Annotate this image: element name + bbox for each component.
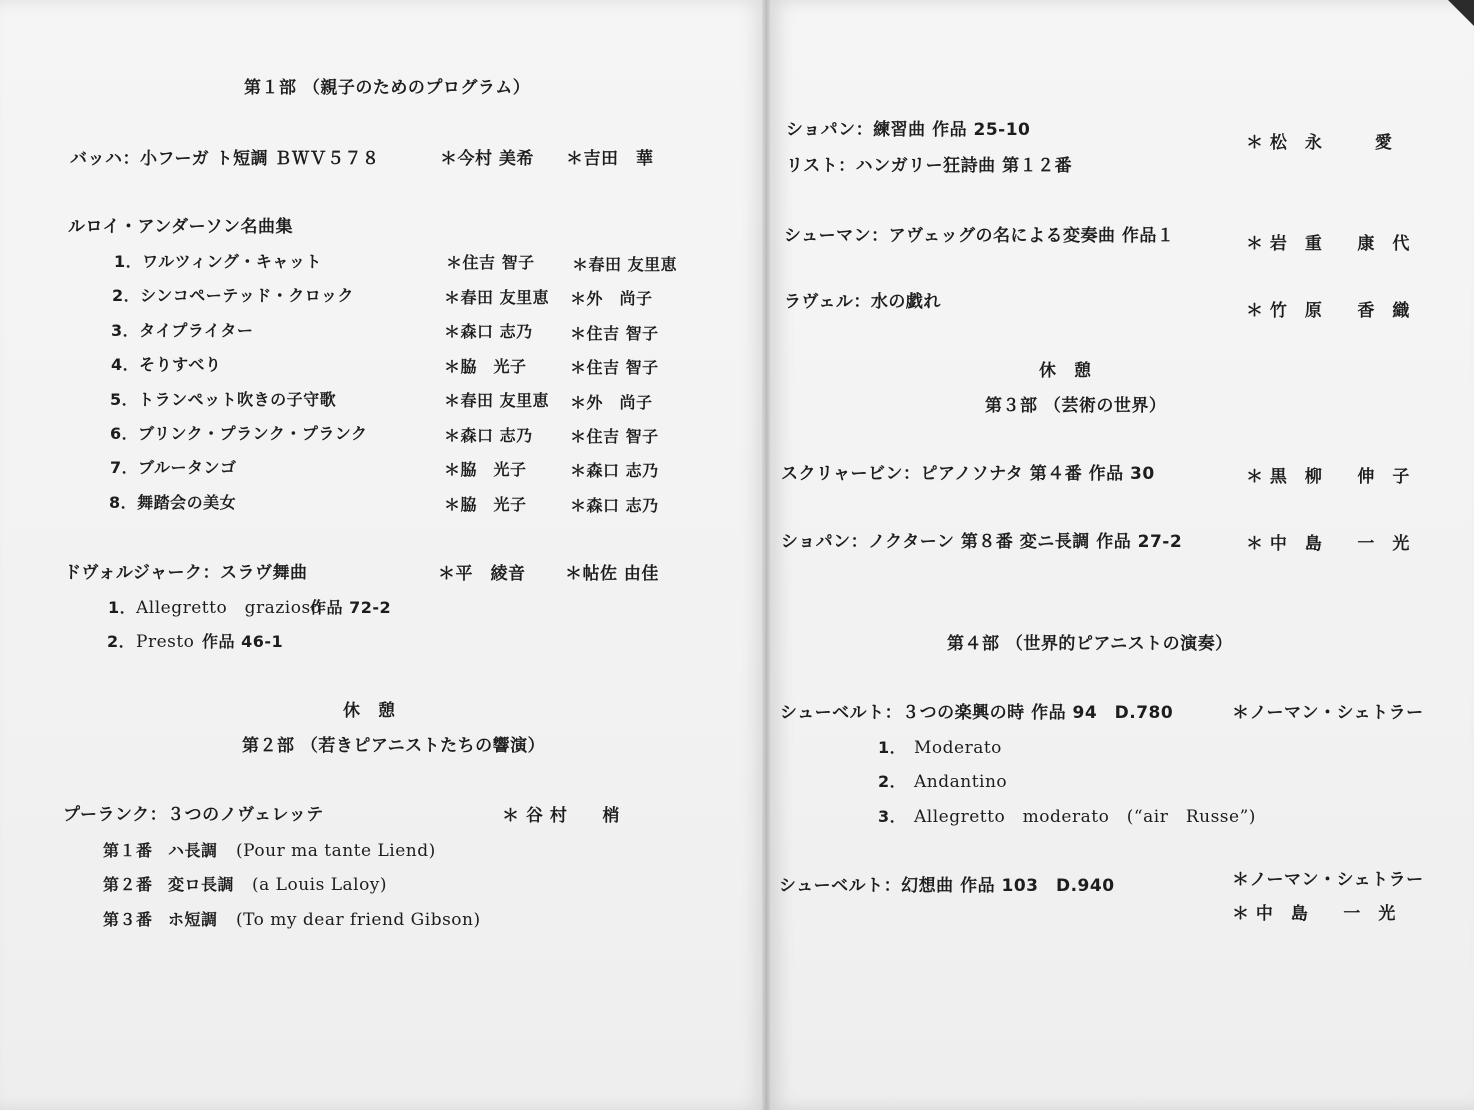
part1-heading: 第１部 （親子のためのプログラム） [244,78,531,98]
dvorak-item-1-tempo: Allegretto grazioso [136,598,322,618]
poulenc-item-3-dedication: (To my dear friend Gibson) [236,910,481,930]
bach-performer-1: ＊今村 美希 [440,149,534,169]
anderson-item-performer-1: ＊森口 志乃 [444,322,533,341]
anderson-item-label: 5．トランペット吹きの子守歌 [110,390,337,409]
poulenc-item-3-key: ホ短調 [168,910,218,929]
anderson-item-label: 1．ワルツィング・キャット [114,252,322,271]
anderson-item-performer-2: ＊住吉 智子 [570,358,659,377]
page-fold [762,0,770,1110]
anderson-title: ルロイ・アンダーソン名曲集 [68,217,293,237]
kuroyanagi-performer: ＊ 黒 柳 伸 子 [1246,467,1410,487]
anderson-item-label: 4．そりすべり [111,355,222,374]
right-page [766,0,1474,1110]
takehara-performer: ＊ 竹 原 香 織 [1246,301,1410,321]
anderson-item-performer-1: ＊森口 志乃 [444,426,533,445]
dvorak-performer-1: ＊平 綾音 [438,564,526,584]
anderson-item-performer-1: ＊脇 光子 [444,495,527,514]
part2-heading: 第２部 （若きピアニストたちの響演） [242,736,546,756]
anderson-item-performer-2: ＊春田 友里恵 [572,255,678,274]
anderson-item-label: 3．タイプライター [111,321,254,340]
anderson-item-performer-1: ＊春田 友里恵 [444,391,550,410]
matsunaga-performer: ＊ 松 永 愛 [1246,133,1393,153]
nakajima-performer-2: ＊ 中 島 一 光 [1232,904,1396,924]
anderson-item-performer-1: ＊脇 光子 [444,460,527,479]
dvorak-performer-2: ＊帖佐 由佳 [565,564,659,584]
poulenc-item-1-num: 第１番 [103,841,153,860]
schubert1-title: シューベルト：３つの楽興の時 作品 94 D.780 [780,703,1174,723]
nakajima-performer-1: ＊ 中 島 一 光 [1246,534,1410,554]
anderson-item-label: 8．舞踏会の美女 [109,493,237,512]
poulenc-item-1-key: ハ長調 [168,841,218,860]
iwashige-performer: ＊ 岩 重 康 代 [1246,234,1410,254]
anderson-item-performer-2: ＊外 尚子 [570,393,653,412]
dvorak-item-1-num: 1． [108,598,137,617]
schumann-title: シューマン：アヴェッグの名による変奏曲 作品１ [784,226,1175,246]
poulenc-item-1-dedication: (Pour ma tante Liend) [236,841,436,861]
schubert1-performer: ＊ノーマン・シェトラー [1232,703,1424,723]
dvorak-item-1-opus: 作品 72-2 [310,598,392,617]
bach-performer-2: ＊吉田 華 [566,149,654,169]
anderson-item-performer-1: ＊春田 友里恵 [444,288,550,307]
anderson-item-performer-2: ＊住吉 智子 [570,324,659,343]
anderson-item-performer-1: ＊脇 光子 [444,357,527,376]
schubert1-item-1-num: 1． [878,738,907,757]
intermission-2: 休 憩 [1039,361,1092,381]
dvorak-item-2-num: 2． [107,632,136,651]
poulenc-item-2-num: 第２番 [103,875,153,894]
anderson-item-performer-2: ＊住吉 智子 [570,427,659,446]
anderson-item-performer-1: ＊住吉 智子 [446,253,535,272]
liszt-title: リスト：ハンガリー狂詩曲 第１２番 [786,156,1073,176]
dvorak-item-2-opus: 作品 46-1 [202,632,284,651]
schubert1-item-2-tempo: Andantino [914,772,1008,792]
part3-heading: 第３部 （芸術の世界） [985,396,1167,416]
schubert2-performer-1: ＊ノーマン・シェトラー [1232,870,1424,890]
anderson-item-label: 7．ブルータンゴ [110,458,237,477]
part4-heading: 第４部 （世界的ピアニストの演奏） [947,634,1233,654]
schubert2-title: シューベルト：幻想曲 作品 103 D.940 [779,876,1115,896]
poulenc-item-2-dedication: (a Louis Laloy) [252,875,388,895]
intermission-1: 休 憩 [343,701,396,721]
anderson-item-label: 6．ブリンク・プランク・プランク [110,424,368,443]
schubert1-item-3-num: 3． [878,807,907,826]
background-corner [1448,0,1474,26]
poulenc-item-3-num: 第３番 [103,910,153,929]
anderson-item-label: 2．シンコペーテッド・クロック [112,286,354,305]
chopin-etude-title: ショパン：練習曲 作品 25-10 [786,120,1031,140]
poulenc-performer: ＊ 谷 村 梢 [502,806,620,826]
schubert1-item-3-tempo: Allegretto moderato (“air Russe”) [914,807,1256,827]
dvorak-title: ドヴォルジャーク：スラヴ舞曲 [64,563,308,583]
poulenc-item-2-key: 変ロ長調 [168,875,235,894]
dvorak-item-2-tempo: Presto [136,632,195,652]
schubert1-item-1-tempo: Moderato [914,738,1002,758]
anderson-item-performer-2: ＊森口 志乃 [570,496,659,515]
anderson-item-performer-2: ＊外 尚子 [570,289,653,308]
bach-title: バッハ：小フーガ ト短調 ＢＷＶ５７８ [70,149,380,169]
schubert1-item-2-num: 2． [878,772,907,791]
ravel-title: ラヴェル：水の戯れ [784,292,941,312]
poulenc-title: プーランク：３つのノヴェレッテ [63,805,324,825]
anderson-item-performer-2: ＊森口 志乃 [570,461,659,480]
chopin-nocturne-title: ショパン：ノクターン 第８番 変ニ長調 作品 27-2 [781,532,1183,552]
scriabin-title: スクリャービン：ピアノソナタ 第４番 作品 30 [781,464,1155,484]
